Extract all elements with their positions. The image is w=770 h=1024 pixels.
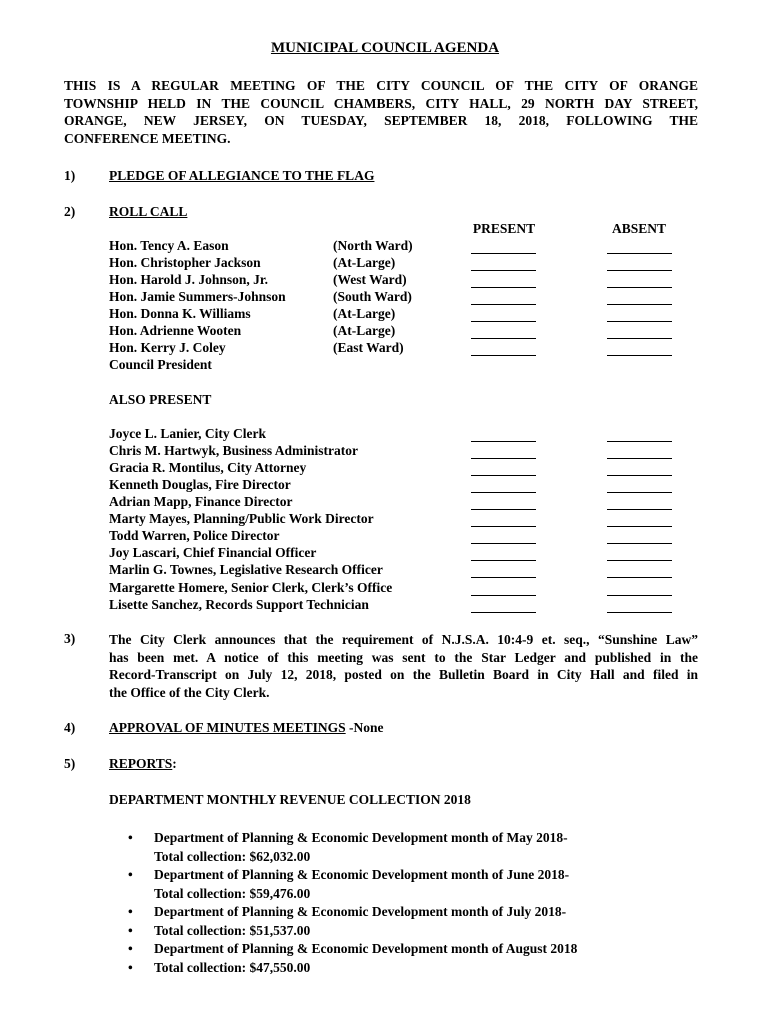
bullet-line: Total collection: $47,550.00 (154, 959, 311, 975)
present-blank-line (471, 338, 536, 339)
absent-blank-line (607, 543, 672, 544)
list-item (109, 940, 709, 959)
member-name: Hon. Donna K. Williams (109, 306, 251, 321)
item-number: 5) (64, 756, 76, 771)
also-present-label: ALSO PRESENT (109, 392, 212, 407)
staff-name: Marty Mayes, Planning/Public Work Director (109, 511, 374, 526)
member-ward: (North Ward) (333, 238, 413, 253)
present-blank-line (471, 509, 536, 510)
present-blank-line (471, 270, 536, 271)
member-name: Hon. Tency A. Eason (109, 238, 229, 253)
present-blank-line (471, 543, 536, 544)
bullet-icon: • (128, 904, 133, 919)
sunshine-line: Record-Transcript on July 12, 2018, posted on the Bulletin Board in City Hall and filed in (109, 667, 698, 682)
staff-name: Adrian Mapp, Finance Director (109, 494, 293, 509)
intro-line: TOWNSHIP HELD IN THE COUNCIL CHAMBERS, CITY HALL, 29 NORTH DAY STREET, (64, 95, 698, 111)
list-item (109, 903, 709, 922)
staff-name: Margarette Homere, Senior Clerk, Clerk’s Office (109, 580, 393, 595)
item-heading-roll-call: ROLL CALL (109, 204, 188, 219)
present-blank-line (471, 595, 536, 596)
staff-name: Joyce L. Lanier, City Clerk (109, 426, 266, 441)
present-blank-line (471, 355, 536, 356)
member-name: Hon. Christopher Jackson (109, 255, 261, 270)
item-heading-reports (109, 756, 177, 772)
staff-name: Lisette Sanchez, Records Support Technician (109, 597, 369, 612)
absent-blank-line (607, 595, 672, 596)
sunshine-law-paragraph (109, 631, 698, 701)
absent-blank-line (607, 577, 672, 578)
member-ward: (At-Large) (333, 323, 396, 338)
present-blank-line (471, 577, 536, 578)
intro-line: ORANGE, NEW JERSEY, ON TUESDAY, SEPTEMBER 18, 2018, FOLLOWING THE (64, 113, 698, 128)
sunshine-line: The City Clerk announces that the requirement of N.J.S.A. 10:4-9 et. seq., “Sunshine Law” (109, 632, 698, 647)
bullet-icon: • (128, 830, 133, 845)
absent-blank-line (607, 304, 672, 305)
bullet-icon: • (128, 941, 133, 956)
staff-name: Todd Warren, Police Director (109, 528, 280, 543)
item-number: 1) (64, 168, 76, 183)
member-ward: (At-Large) (333, 255, 396, 270)
reports-heading-text: REPORTS (109, 756, 173, 771)
absent-blank-line (607, 475, 672, 476)
present-blank-line (471, 287, 536, 288)
present-blank-line (471, 475, 536, 476)
present-column-header: PRESENT (472, 221, 536, 236)
present-blank-line (471, 560, 536, 561)
present-blank-line (471, 441, 536, 442)
staff-name: Marlin G. Townes, Legislative Research Officer (109, 562, 383, 577)
member-name: Hon. Jamie Summers-Johnson (109, 289, 286, 304)
bullet-line: Department of Planning & Economic Development month of May 2018- (154, 830, 568, 845)
present-blank-line (471, 458, 536, 459)
minutes-heading-text: APPROVAL OF MINUTES MEETINGS (109, 720, 346, 735)
council-president-title: Council President (109, 357, 212, 372)
absent-blank-line (607, 270, 672, 271)
intro-line: THIS IS A REGULAR MEETING OF THE CITY COUNCIL OF THE CITY OF ORANGE (64, 78, 698, 93)
bullet-icon: • (128, 959, 133, 975)
staff-name: Kenneth Douglas, Fire Director (109, 477, 291, 492)
member-ward: (South Ward) (333, 289, 412, 304)
staff-name: Chris M. Hartwyk, Business Administrator (109, 443, 359, 458)
member-ward: (West Ward) (333, 272, 407, 287)
item-number: 2) (64, 204, 76, 219)
item-number: 4) (64, 720, 76, 735)
present-blank-line (471, 526, 536, 527)
intro-paragraph (64, 77, 698, 147)
absent-blank-line (607, 458, 672, 459)
absent-blank-line (607, 355, 672, 356)
absent-blank-line (607, 253, 672, 254)
bullet-line: Department of Planning & Economic Development month of July 2018- (154, 904, 567, 919)
absent-blank-line (607, 526, 672, 527)
present-blank-line (471, 304, 536, 305)
bullet-icon: • (128, 922, 133, 938)
bullet-icon: • (128, 867, 133, 882)
absent-blank-line (607, 321, 672, 322)
bullet-line: Department of Planning & Economic Development month of August 2018 (154, 941, 578, 956)
member-name: Hon. Kerry J. Coley (109, 340, 226, 355)
member-name: Hon. Adrienne Wooten (109, 323, 242, 338)
absent-column-header: ABSENT (611, 221, 667, 236)
reports-heading-suffix: : (172, 756, 177, 771)
list-item (109, 866, 709, 903)
bullet-line: Department of Planning & Economic Development month of June 2018- (154, 867, 570, 882)
bullet-line: Total collection: $59,476.00 (154, 885, 311, 901)
present-blank-line (471, 492, 536, 493)
revenue-subheading: DEPARTMENT MONTHLY REVENUE COLLECTION 2018 (109, 792, 471, 807)
revenue-bullet-list (109, 829, 709, 977)
absent-blank-line (607, 338, 672, 339)
bullet-line: Total collection: $51,537.00 (154, 922, 311, 938)
bullet-line: Total collection: $62,032.00 (154, 848, 311, 864)
absent-blank-line (607, 612, 672, 613)
member-ward: (At-Large) (333, 306, 396, 321)
intro-line: CONFERENCE MEETING. (64, 130, 231, 146)
member-ward: (East Ward) (333, 340, 404, 355)
item-heading-pledge: PLEDGE OF ALLEGIANCE TO THE FLAG (109, 168, 375, 183)
list-item (109, 922, 709, 941)
staff-name: Joy Lascari, Chief Financial Officer (109, 545, 317, 560)
absent-blank-line (607, 509, 672, 510)
item-heading-minutes (109, 720, 384, 736)
member-name: Hon. Harold J. Johnson, Jr. (109, 272, 269, 287)
list-item (109, 959, 709, 978)
sunshine-line: the Office of the City Clerk. (109, 684, 270, 700)
page-title: MUNICIPAL COUNCIL AGENDA (270, 40, 500, 56)
present-blank-line (471, 321, 536, 322)
absent-blank-line (607, 492, 672, 493)
absent-blank-line (607, 287, 672, 288)
minutes-heading-suffix: -None (345, 720, 384, 735)
sunshine-line: has been met. A notice of this meeting was sent to the Star Ledger and published in the (109, 649, 698, 665)
list-item (109, 829, 709, 866)
staff-name: Gracia R. Montilus, City Attorney (109, 460, 307, 475)
item-number: 3) (64, 631, 76, 646)
absent-blank-line (607, 560, 672, 561)
present-blank-line (471, 253, 536, 254)
absent-blank-line (607, 441, 672, 442)
present-blank-line (471, 612, 536, 613)
